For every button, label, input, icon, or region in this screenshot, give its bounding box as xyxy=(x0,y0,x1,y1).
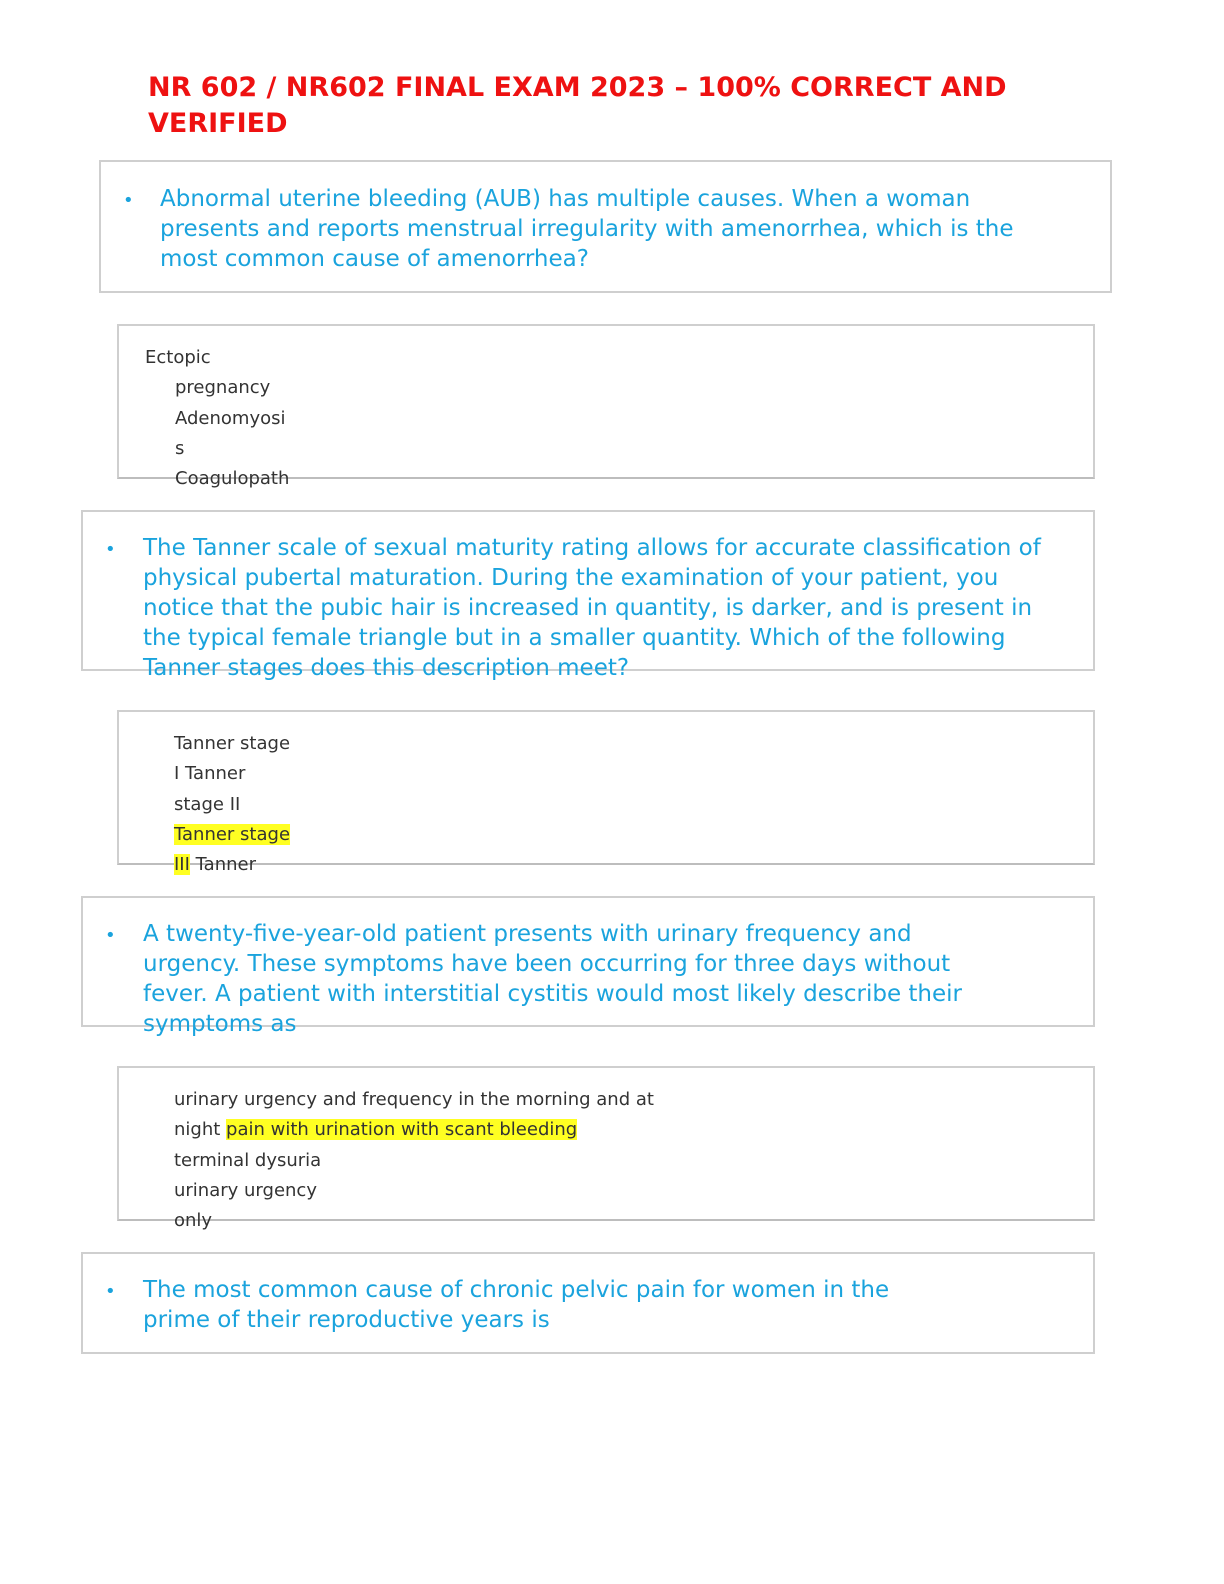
bullet-icon: • xyxy=(105,1281,116,1302)
answer-options-2 xyxy=(174,729,474,880)
answer-option-text: Tanner xyxy=(189,854,256,876)
question-text-2: The Tanner scale of sexual maturity rating allows for accurate classification of physical pubertal maturation. During the examination of your patient, you notice that the pubic hair is increased in quantity, is darker, and is present in the typical female triangle but in a smaller quantity. Which of the following Tanner stages does this description meet? xyxy=(143,535,1041,681)
question-text-1: Abnormal uterine bleeding (AUB) has multiple causes. When a woman presents and reports menstrual irregularity with amenorrhea, which is the most common cause of amenorrhea? xyxy=(160,186,1014,272)
answer-option[interactable]: urinary urgency and frequency in the morning and at xyxy=(174,1089,654,1110)
answer-option[interactable]: s xyxy=(175,437,185,459)
bullet-icon: • xyxy=(105,539,116,560)
highlighted-answer: Tanner stage xyxy=(174,823,291,845)
answer-option[interactable]: I Tanner xyxy=(174,763,246,785)
question-box-4 xyxy=(81,1252,1095,1354)
answer-options-3 xyxy=(174,1085,874,1236)
answer-option[interactable] xyxy=(174,850,474,880)
highlighted-answer: pain with urination with scant bleeding xyxy=(226,1119,578,1141)
answer-option[interactable]: pregnancy xyxy=(175,377,271,399)
bullet-icon: • xyxy=(123,190,134,211)
question-box-1 xyxy=(99,160,1112,293)
answer-option[interactable]: stage II xyxy=(174,793,241,815)
answer-box-3 xyxy=(117,1066,1095,1232)
answer-option[interactable]: urinary urgency xyxy=(174,1179,317,1201)
question-box-3 xyxy=(81,896,1095,1037)
answer-option[interactable]: Adenomyosi xyxy=(175,407,286,429)
highlighted-answer: III xyxy=(174,854,190,876)
answer-box-1 xyxy=(117,324,1095,490)
answer-option[interactable]: Tanner stage xyxy=(174,733,291,754)
document-title: NR 602 / NR602 FINAL EXAM 2023 – 100% CORRECT AND VERIFIED xyxy=(148,72,1007,139)
answer-option-correct[interactable] xyxy=(174,820,474,850)
answer-option[interactable]: Coagulopath xyxy=(175,468,290,490)
bullet-icon: • xyxy=(105,925,116,946)
answer-option[interactable]: Ectopic xyxy=(145,347,211,368)
answer-box-2 xyxy=(117,710,1095,876)
question-text-3: A twenty-five-year-old patient presents with urinary frequency and urgency. These symptoms have been occurring for three days without fever. A patient with interstitial cystitis would most likely describe their symptoms as xyxy=(143,921,962,1037)
answer-option[interactable] xyxy=(174,1115,874,1145)
answer-options-1 xyxy=(145,343,445,494)
question-box-2 xyxy=(81,510,1095,681)
answer-option[interactable]: only xyxy=(174,1210,213,1232)
answer-option[interactable]: terminal dysuria xyxy=(174,1149,322,1171)
answer-option-text: night xyxy=(174,1119,227,1141)
question-text-4: The most common cause of chronic pelvic pain for women in the prime of their reproductive years is xyxy=(143,1277,890,1333)
